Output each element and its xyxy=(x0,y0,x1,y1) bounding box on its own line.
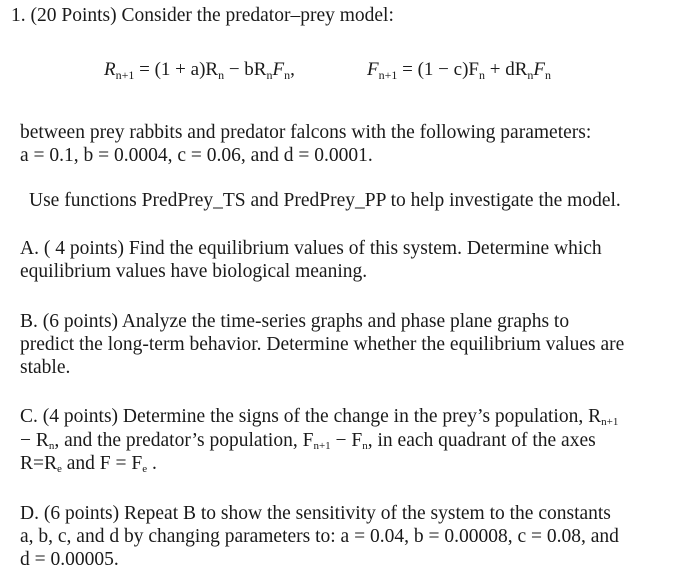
intro-line-1: between prey rabbits and predator falcons with the following parameters: xyxy=(20,122,592,143)
intro-line-2: a = 0.1, b = 0.0004, c = 0.06, and d = 0.0001. xyxy=(20,145,373,166)
part-d-line-1: D. (6 points) Repeat B to show the sensitivity of the system to the constants xyxy=(20,503,611,524)
part-b-line-1: B. (6 points) Analyze the time-series graphs and phase plane graphs to xyxy=(20,311,570,332)
part-d-line-2: a, b, c, and d by changing parameters to: a = 0.04, b = 0.00008, c = 0.08, and xyxy=(20,526,619,547)
part-a-line-1: A. ( 4 points) Find the equilibrium values of this system. Determine which xyxy=(20,238,602,259)
part-d-line-3: d = 0.00005. xyxy=(20,549,119,570)
question-number: 1. xyxy=(11,5,26,26)
part-b-line-2: predict the long-term behavior. Determine whether the equilibrium values are xyxy=(20,334,625,355)
part-c-line-3: R=Re and F = Fe . xyxy=(20,453,157,475)
part-c-line-2: − Rn, and the predator’s population, Fn+1 − Fn, in each quadrant of the axes xyxy=(20,430,596,452)
part-a-line-2: equilibrium values have biological meaning. xyxy=(20,261,368,282)
part-b-line-3: stable. xyxy=(20,357,71,378)
equation-predator: $F_{n+1} = (1 - c)F_n + dR_nF_n$ xyxy=(367,59,551,82)
question-header-text: (20 Points) Consider the predator–prey model: xyxy=(30,5,394,26)
part-c-line-1: C. (4 points) Determine the signs of the change in the prey’s population, Rn+1 xyxy=(20,406,619,428)
question-header xyxy=(11,5,394,27)
equation-prey: $R_{n+1} = (1 + a)R_n - bR_nF_n$, xyxy=(104,59,295,82)
instructions: Use functions PredPrey_TS and PredPrey_PP to help investigate the model. xyxy=(29,190,621,211)
